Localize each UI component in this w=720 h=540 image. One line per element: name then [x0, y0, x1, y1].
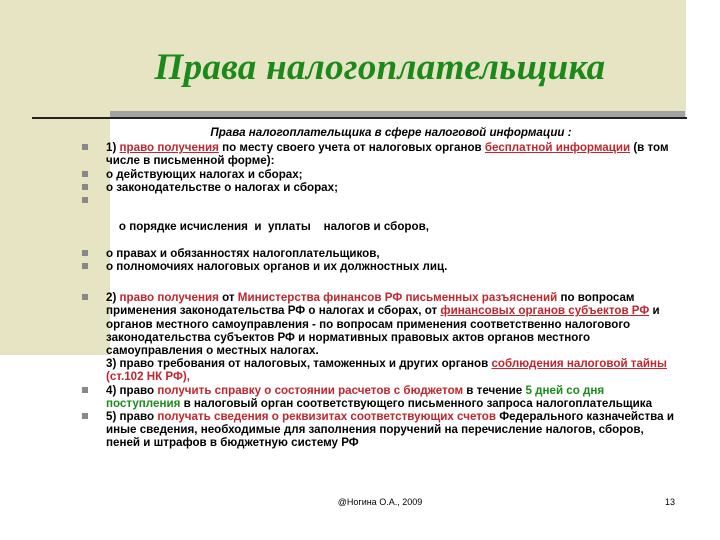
footer-copyright: @Ногина О.А., 2009 [337, 497, 423, 507]
section-heading: Права налогоплательщика в сфере налоговой информации : [210, 126, 572, 139]
square-bullet-icon [82, 263, 88, 269]
item-text: 3) право требования от налоговых, таможенных и других органов [106, 357, 492, 371]
item-text: (в том числе в письменной форме): [106, 141, 669, 168]
highlight-text: получать сведения о реквизитах соответствующих счетов [157, 410, 496, 424]
item-text: 4) право [106, 383, 158, 397]
title-divider-line [32, 117, 687, 119]
sub-item-text: о законодательстве о налогах и сборах; [106, 180, 338, 194]
list-item-sub [82, 168, 680, 181]
list-item-sub [82, 194, 680, 247]
item-text: 2) [106, 291, 120, 305]
sub-item-text: о порядке исчисления и уплаты налогов и сборов, [118, 220, 429, 234]
highlight-text: бесплатной информации [484, 141, 631, 155]
square-bullet-icon [82, 197, 88, 203]
page-number: 13 [665, 497, 676, 507]
highlight-text: право получения [119, 291, 219, 305]
highlight-text: соблюдения налоговой тайны [491, 357, 667, 371]
highlight-text: получить справку о состоянии расчетов с бюджетом [157, 383, 464, 397]
item-text: в налоговый орган соответствующего письменного запроса налогоплательщика [180, 396, 653, 410]
item-text: 1) [106, 141, 120, 155]
item-text: 5) право [106, 410, 158, 424]
sub-item-text: о действующих налогах и сборах; [106, 167, 303, 181]
sub-item-text: о полномочиях налоговых органов и их должностных лиц. [106, 260, 448, 274]
item-text: от [218, 291, 238, 305]
square-bullet-icon [82, 144, 88, 150]
list-item-4 [82, 384, 680, 410]
square-bullet-icon [82, 387, 88, 393]
list-item-5 [82, 410, 680, 450]
highlight-text: письменных разъяснений [405, 291, 558, 305]
square-bullet-icon [82, 184, 88, 190]
square-bullet-icon [82, 294, 88, 300]
list-item-sub [82, 260, 680, 273]
list-item-sub [82, 181, 680, 194]
highlight-text: (ст.102 НК РФ), [106, 370, 190, 384]
slide-title: Права налогоплательщика [154, 47, 606, 88]
sub-item-text: о правах и обязанностях налогоплательщиков, [106, 246, 380, 260]
list-item-1 [82, 141, 680, 167]
item-text: по месту своего учета от налоговых органов [218, 141, 485, 155]
item-text: по вопросам применения законодательства РФ о налогах и сборах, от [106, 291, 635, 318]
list-item-2 [82, 291, 680, 383]
list-item-sub [82, 247, 680, 260]
item-text: Федерального казначейства и иные сведения, необходимые для заполнения поручений на перечисление налогов, сборов, пеней и штрафов в бюджетную систему РФ [106, 410, 674, 450]
item-text: и органов местного самоуправления - по вопросам применения соответственно налогового законодательства субъектов РФ и нормативных правовых актов органов местного самоуправления о местных налогах. [106, 304, 660, 358]
slide-body [82, 126, 680, 450]
highlight-text: право получения [119, 141, 219, 155]
square-bullet-icon [82, 250, 88, 256]
header-band-cutout [686, 0, 720, 118]
square-bullet-icon [82, 413, 88, 419]
square-bullet-icon [82, 171, 88, 177]
highlight-text: финансовых органов субъектов РФ [440, 304, 650, 318]
highlight-text-green: 5 дней со дня поступления [106, 383, 605, 410]
item-text: в течение [463, 383, 526, 397]
highlight-text: Министерства финансов РФ [237, 291, 403, 305]
